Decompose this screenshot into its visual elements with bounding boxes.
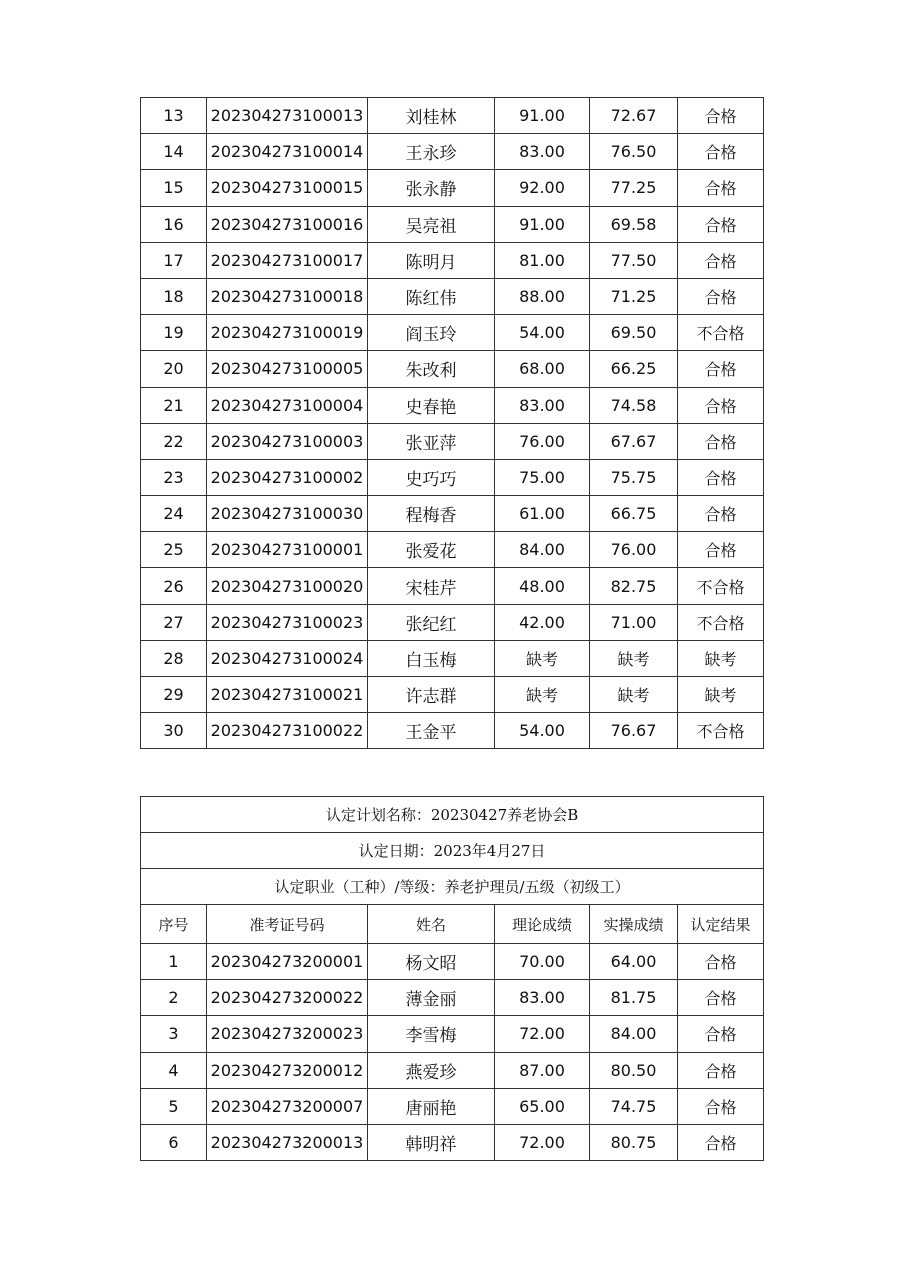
cell-theory: 76.00 [495,423,590,459]
cell-no: 5 [141,1088,207,1124]
cell-theory: 75.00 [495,459,590,495]
cell-theory: 81.00 [495,242,590,278]
cell-theory: 54.00 [495,315,590,351]
cell-result: 合格 [678,532,764,568]
cell-no: 6 [141,1124,207,1160]
cell-id: 202304273100001 [207,532,368,568]
cell-name: 白玉梅 [368,640,495,676]
cell-theory: 72.00 [495,1124,590,1160]
cell-name: 王永珍 [368,134,495,170]
cell-id: 202304273100004 [207,387,368,423]
cell-name: 史春艳 [368,387,495,423]
cell-no: 26 [141,568,207,604]
occupation-row [141,869,764,905]
cell-no: 25 [141,532,207,568]
cell-name: 李雪梅 [368,1016,495,1052]
table-row [141,134,764,170]
cell-name: 韩明祥 [368,1124,495,1160]
results-table-b [140,796,764,1161]
table-row [141,604,764,640]
cell-practice: 74.58 [590,387,678,423]
cell-name: 陈明月 [368,242,495,278]
cell-no: 17 [141,242,207,278]
table-row [141,1088,764,1124]
certification-date: 认定日期：2023年4月27日 [141,833,764,869]
cell-result: 合格 [678,1016,764,1052]
plan-name: 认定计划名称：20230427养老协会B [141,797,764,833]
header-no: 序号 [141,905,207,944]
header-practice: 实操成绩 [590,905,678,944]
header-theory: 理论成绩 [495,905,590,944]
table-row [141,677,764,713]
cell-result: 不合格 [678,568,764,604]
cell-result: 合格 [678,1088,764,1124]
cell-id: 202304273100017 [207,242,368,278]
cell-no: 3 [141,1016,207,1052]
cell-theory: 88.00 [495,278,590,314]
cell-theory: 61.00 [495,496,590,532]
cell-name: 刘桂林 [368,98,495,134]
cell-id: 202304273100003 [207,423,368,459]
cell-no: 27 [141,604,207,640]
table-row [141,98,764,134]
cell-practice: 72.67 [590,98,678,134]
cell-name: 王金平 [368,713,495,749]
cell-no: 2 [141,980,207,1016]
cell-result: 不合格 [678,315,764,351]
cell-theory: 91.00 [495,206,590,242]
cell-id: 202304273100018 [207,278,368,314]
cell-id: 202304273200023 [207,1016,368,1052]
cell-no: 14 [141,134,207,170]
cell-result: 合格 [678,1124,764,1160]
cell-result: 合格 [678,134,764,170]
cell-no: 29 [141,677,207,713]
cell-theory: 87.00 [495,1052,590,1088]
cell-no: 16 [141,206,207,242]
cell-practice: 69.58 [590,206,678,242]
cell-name: 陈红伟 [368,278,495,314]
table-row [141,944,764,980]
cell-no: 30 [141,713,207,749]
cell-no: 22 [141,423,207,459]
cell-practice: 81.75 [590,980,678,1016]
table-row [141,387,764,423]
cell-id: 202304273100030 [207,496,368,532]
cell-id: 202304273200013 [207,1124,368,1160]
table-row [141,640,764,676]
cell-practice: 74.75 [590,1088,678,1124]
cell-name: 杨文昭 [368,944,495,980]
cell-result: 合格 [678,387,764,423]
cell-practice: 缺考 [590,677,678,713]
cell-no: 18 [141,278,207,314]
results-table-b-body [141,797,764,1161]
cell-practice: 80.50 [590,1052,678,1088]
cell-theory: 83.00 [495,980,590,1016]
header-result: 认定结果 [678,905,764,944]
cell-name: 薄金丽 [368,980,495,1016]
cell-theory: 缺考 [495,640,590,676]
cell-name: 阎玉玲 [368,315,495,351]
cell-no: 4 [141,1052,207,1088]
cell-theory: 54.00 [495,713,590,749]
cell-name: 燕爱珍 [368,1052,495,1088]
cell-theory: 缺考 [495,677,590,713]
cell-theory: 42.00 [495,604,590,640]
table-row [141,1016,764,1052]
table-row [141,423,764,459]
cell-id: 202304273200022 [207,980,368,1016]
cell-id: 202304273100016 [207,206,368,242]
cell-name: 史巧巧 [368,459,495,495]
cell-practice: 66.25 [590,351,678,387]
cell-result: 不合格 [678,713,764,749]
cell-id: 202304273200012 [207,1052,368,1088]
cell-no: 1 [141,944,207,980]
cell-theory: 65.00 [495,1088,590,1124]
cell-id: 202304273100002 [207,459,368,495]
cell-practice: 76.67 [590,713,678,749]
cell-theory: 91.00 [495,98,590,134]
table-row [141,713,764,749]
cell-theory: 83.00 [495,387,590,423]
cell-practice: 64.00 [590,944,678,980]
cell-id: 202304273100021 [207,677,368,713]
cell-id: 202304273100005 [207,351,368,387]
cell-practice: 75.75 [590,459,678,495]
cell-result: 合格 [678,278,764,314]
cell-id: 202304273100022 [207,713,368,749]
table-row [141,496,764,532]
cell-id: 202304273100024 [207,640,368,676]
cell-theory: 72.00 [495,1016,590,1052]
cell-practice: 80.75 [590,1124,678,1160]
table-row [141,459,764,495]
cell-name: 张爱花 [368,532,495,568]
cell-id: 202304273100014 [207,134,368,170]
cell-no: 20 [141,351,207,387]
cell-result: 合格 [678,170,764,206]
cell-id: 202304273100015 [207,170,368,206]
cell-result: 合格 [678,459,764,495]
cell-practice: 82.75 [590,568,678,604]
results-table-a [140,97,764,749]
cell-theory: 70.00 [495,944,590,980]
table-row [141,242,764,278]
cell-no: 15 [141,170,207,206]
header-id: 准考证号码 [207,905,368,944]
cell-practice: 66.75 [590,496,678,532]
cell-result: 合格 [678,423,764,459]
cell-name: 许志群 [368,677,495,713]
occupation-level: 认定职业（工种）/等级：养老护理员/五级（初级工） [141,869,764,905]
cell-practice: 71.00 [590,604,678,640]
cell-name: 吴亮祖 [368,206,495,242]
cell-no: 19 [141,315,207,351]
cell-result: 合格 [678,980,764,1016]
cell-practice: 84.00 [590,1016,678,1052]
table-row [141,278,764,314]
table-row [141,980,764,1016]
cell-id: 202304273200001 [207,944,368,980]
table-row [141,532,764,568]
cell-result: 合格 [678,1052,764,1088]
cell-name: 张纪红 [368,604,495,640]
cell-theory: 48.00 [495,568,590,604]
cell-result: 合格 [678,242,764,278]
table-row [141,1052,764,1088]
cell-result: 合格 [678,496,764,532]
cell-no: 13 [141,98,207,134]
cell-practice: 71.25 [590,278,678,314]
cell-name: 朱改利 [368,351,495,387]
cell-result: 合格 [678,98,764,134]
cell-no: 21 [141,387,207,423]
cell-no: 28 [141,640,207,676]
cell-practice: 77.25 [590,170,678,206]
cell-no: 24 [141,496,207,532]
cell-id: 202304273100013 [207,98,368,134]
cell-id: 202304273100020 [207,568,368,604]
cell-name: 宋桂芹 [368,568,495,604]
cell-practice: 69.50 [590,315,678,351]
cell-theory: 83.00 [495,134,590,170]
table-row [141,206,764,242]
cell-practice: 67.67 [590,423,678,459]
plan-name-row [141,797,764,833]
cell-no: 23 [141,459,207,495]
cell-result: 缺考 [678,677,764,713]
cell-theory: 84.00 [495,532,590,568]
table-row [141,568,764,604]
cell-practice: 77.50 [590,242,678,278]
cell-theory: 92.00 [495,170,590,206]
cell-result: 缺考 [678,640,764,676]
cell-result: 合格 [678,351,764,387]
cell-result: 合格 [678,206,764,242]
cell-id: 202304273100019 [207,315,368,351]
cell-practice: 缺考 [590,640,678,676]
table-row [141,170,764,206]
cell-name: 张永静 [368,170,495,206]
cell-name: 唐丽艳 [368,1088,495,1124]
cell-result: 不合格 [678,604,764,640]
table-header-row [141,905,764,944]
header-name: 姓名 [368,905,495,944]
cell-theory: 68.00 [495,351,590,387]
cell-name: 程梅香 [368,496,495,532]
cell-practice: 76.00 [590,532,678,568]
date-row [141,833,764,869]
table-row [141,315,764,351]
cell-id: 202304273100023 [207,604,368,640]
table-row [141,351,764,387]
table-row [141,1124,764,1160]
cell-practice: 76.50 [590,134,678,170]
cell-id: 202304273200007 [207,1088,368,1124]
cell-result: 合格 [678,944,764,980]
cell-name: 张亚萍 [368,423,495,459]
results-table-a-body [141,98,764,749]
